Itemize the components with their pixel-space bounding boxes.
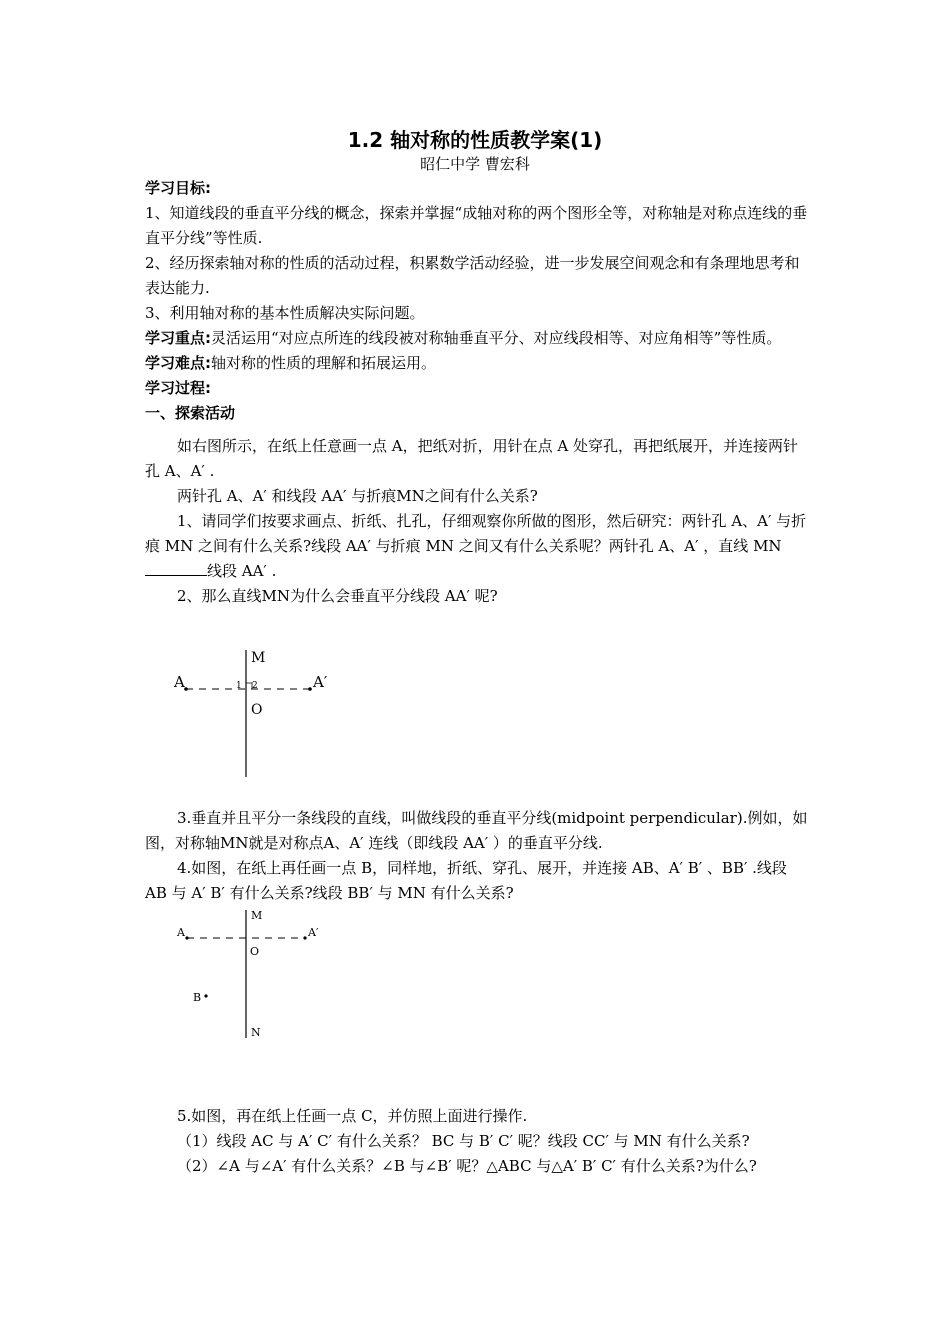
key-point-text: 灵活运用“对应点所连的线段被对称轴垂直平分、对应线段相等、对应角相等”等性质。 <box>211 329 782 347</box>
label-b: B <box>193 991 202 1004</box>
label-a-prime: A′ <box>313 673 328 691</box>
label-angle-1: 1 <box>236 681 242 691</box>
paragraph-3-part1: 1、请同学们按要求画点、折纸、扎孔，仔细观察你所做的图形，然后研究：两针孔 A、A′ 与折痕 MN 之间有什么关系?线段 AA′ 与折痕 MN 之间又有什么关系呢？两针孔 A、A′ ，直线 MN <box>145 512 807 555</box>
content-block-3 <box>145 1104 810 1179</box>
label-m: M <box>251 650 266 666</box>
fill-in-blank[interactable] <box>145 561 207 576</box>
page-title: 1.2 轴对称的性质教学案(1) <box>347 128 603 152</box>
objective-item-2: 2、经历探索轴对称的性质的活动过程，积累数学活动经验，进一步发展空间观念和有条理地思考和表达能力. <box>145 254 800 297</box>
paragraph-6: 4.如图，在纸上再任画一点 B，同样地，折纸、穿孔、展开，并连接 AB、A′ B′ 、BB′ .线段 AB 与 A′ B′ 有什么关系?线段 BB′ 与 MN 有什么关系? <box>145 859 787 902</box>
content-block-2 <box>145 806 810 906</box>
point-a-prime <box>308 687 312 691</box>
point-a-prime <box>303 936 306 939</box>
content-block <box>145 176 810 609</box>
section1-heading: 一、探索活动 <box>145 404 236 422</box>
figure-symmetry-points <box>165 905 345 1045</box>
label-o: O <box>251 702 263 718</box>
difficulty-label: 学习难点: <box>145 354 211 372</box>
paragraph-2: 两针孔 A、A′ 和线段 AA′ 与折痕MN之间有什么关系? <box>177 487 538 505</box>
paragraph-9: （2）∠A 与∠A′ 有什么关系？∠B 与∠B′ 呢？△ABC 与△A′ B′ C′ 有什么关系?为什么? <box>177 1157 757 1175</box>
paragraph-8: （1）线段 AC 与 A′ C′ 有什么关系？ BC 与 B′ C′ 呢？线段 CC′ 与 MN 有什么关系? <box>177 1132 750 1150</box>
label-a: A <box>174 673 185 691</box>
point-b <box>204 994 207 997</box>
key-point-label: 学习重点: <box>145 329 211 347</box>
label-n: N <box>251 1026 261 1039</box>
key-point <box>145 326 810 351</box>
label-a-prime: A′ <box>308 926 319 939</box>
label-angle-2: 2 <box>252 681 258 691</box>
label-m: M <box>251 909 263 922</box>
figure-perpendicular-bisector <box>160 645 360 785</box>
difficulty <box>145 351 810 376</box>
paragraph-3 <box>145 509 810 584</box>
author-line: 昭仁中学 曹宏科 <box>420 155 530 173</box>
paragraph-4: 2、那么直线MN为什么会垂直平分线段 AA′ 呢? <box>177 587 498 605</box>
objectives-heading: 学习目标: <box>145 179 211 197</box>
process-heading: 学习过程: <box>145 379 211 397</box>
label-a: A <box>177 926 185 939</box>
point-a <box>185 936 188 939</box>
paragraph-1: 如右图所示，在纸上任意画一点 A，把纸对折，用针在点 A 处穿孔，再把纸展开，并连接两针孔 A、A′ . <box>145 437 798 480</box>
paragraph-3-part2: 线段 AA′ . <box>207 562 277 580</box>
label-o: O <box>250 945 260 958</box>
paragraph-5: 3.垂直并且平分一条线段的直线，叫做线段的垂直平分线(midpoint perpendicular).例如，如图，对称轴MN就是对称点A、A′ 连线（即线段 AA′ ）的垂直平分线. <box>145 809 808 852</box>
objective-item-3: 3、利用轴对称的基本性质解决实际问题。 <box>145 304 425 322</box>
difficulty-text: 轴对称的性质的理解和拓展运用。 <box>211 354 437 372</box>
paragraph-7: 5.如图，再在纸上任画一点 C，并仿照上面进行操作. <box>177 1107 528 1125</box>
objective-item-1: 1、知道线段的垂直平分线的概念，探索并掌握“成轴对称的两个图形全等，对称轴是对称点连线的垂直平分线”等性质. <box>145 204 808 247</box>
